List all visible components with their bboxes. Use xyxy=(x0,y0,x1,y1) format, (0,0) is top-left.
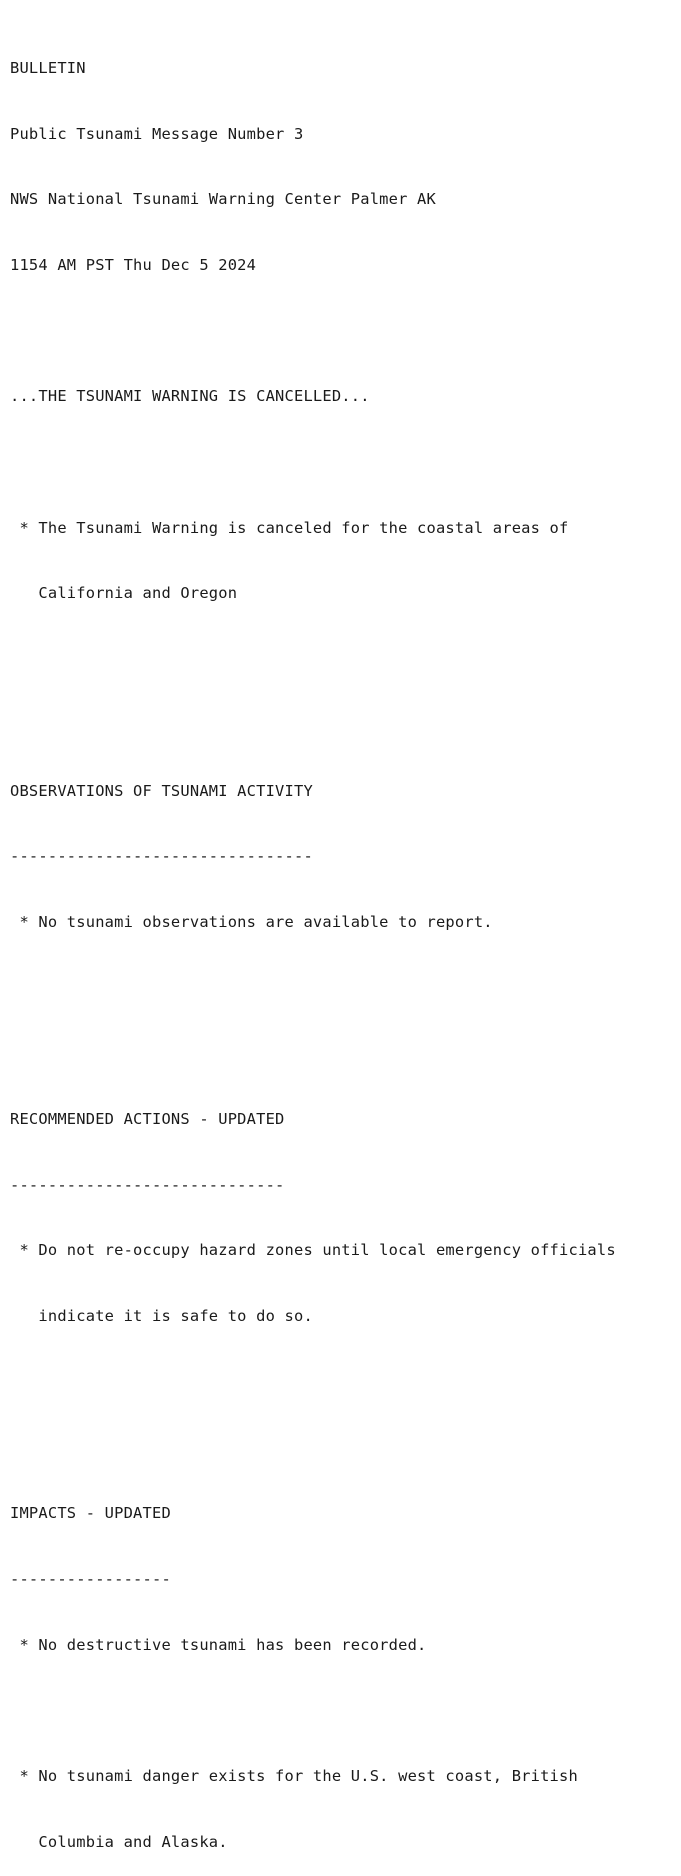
impact-item: Columbia and Alaska. xyxy=(10,1832,228,1851)
spacer xyxy=(10,452,675,474)
spacer xyxy=(10,1372,675,1394)
summary-line: California and Oregon xyxy=(10,584,238,603)
spacer xyxy=(10,321,675,343)
impact-item: * No tsunami danger exists for the U.S. west coast, British xyxy=(10,1767,578,1786)
spacer xyxy=(10,649,675,671)
issue-datetime: 1154 AM PST Thu Dec 5 2024 xyxy=(10,255,257,274)
spacer xyxy=(10,978,675,1000)
section-heading-observations: OBSERVATIONS OF TSUNAMI ACTIVITY xyxy=(10,781,313,800)
bulletin-type: BULLETIN xyxy=(10,58,86,77)
observation-item: * No tsunami observations are available to report. xyxy=(10,912,493,931)
section-rule: ----------------------------- xyxy=(10,1175,285,1194)
issuer: NWS National Tsunami Warning Center Palmer AK xyxy=(10,190,436,209)
spacer xyxy=(10,1043,675,1065)
section-rule: -------------------------------- xyxy=(10,847,313,866)
impact-item: * No destructive tsunami has been recorded. xyxy=(10,1635,427,1654)
section-rule: ----------------- xyxy=(10,1569,171,1588)
section-heading-actions: RECOMMENDED ACTIONS - UPDATED xyxy=(10,1110,285,1129)
action-item: * Do not re-occupy hazard zones until local emergency officials xyxy=(10,1241,616,1260)
spacer xyxy=(10,1438,675,1460)
tsunami-bulletin xyxy=(10,14,675,1876)
spacer xyxy=(10,715,675,737)
message-title: Public Tsunami Message Number 3 xyxy=(10,124,304,143)
summary-line: * The Tsunami Warning is canceled for the coastal areas of xyxy=(10,518,569,537)
headline: ...THE TSUNAMI WARNING IS CANCELLED... xyxy=(10,387,370,406)
section-heading-impacts: IMPACTS - UPDATED xyxy=(10,1504,171,1523)
spacer xyxy=(10,1700,675,1722)
action-item: indicate it is safe to do so. xyxy=(10,1307,313,1326)
